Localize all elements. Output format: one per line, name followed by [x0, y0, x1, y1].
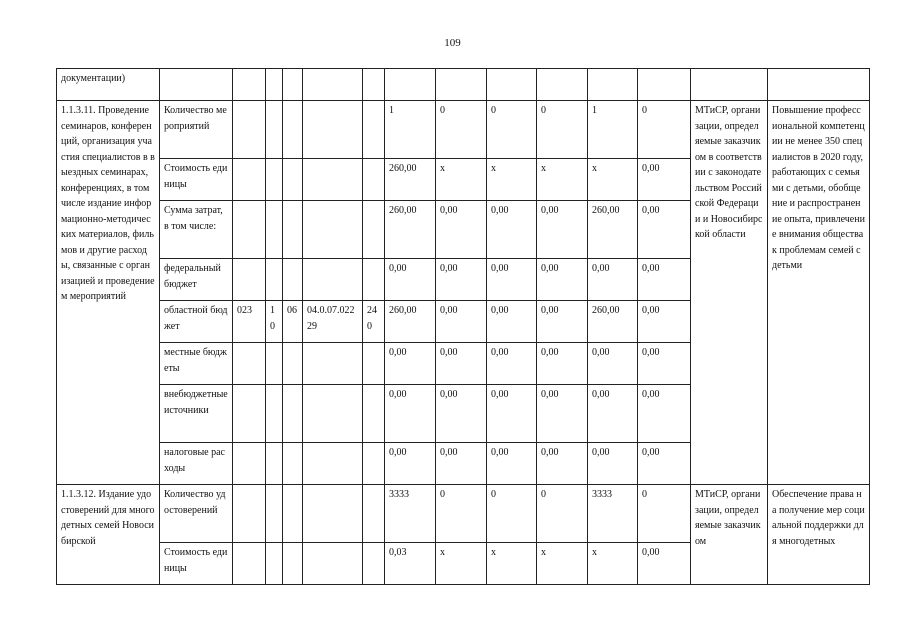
rz-code-cell	[266, 259, 283, 301]
csr-code-cell	[303, 343, 363, 385]
value-cell: 0,00	[638, 343, 691, 385]
cell	[160, 69, 233, 101]
rz-code-cell	[266, 101, 283, 159]
vr-code-cell	[363, 259, 385, 301]
csr-code-cell	[303, 385, 363, 443]
value-cell: 260,00	[588, 301, 638, 343]
value-cell: 0	[436, 101, 487, 159]
value-cell: 0,00	[487, 443, 537, 485]
csr-code-cell	[303, 485, 363, 543]
value-cell: 0,00	[436, 343, 487, 385]
vr-code-cell: 240	[363, 301, 385, 343]
measure-name-cell: 1.1.3.12. Издание удостоверений для многодетных семей Новосибирской	[57, 485, 160, 585]
grbs-code-cell	[233, 159, 266, 201]
table-body	[57, 69, 870, 585]
value-cell: 0,00	[436, 259, 487, 301]
value-cell: 0	[537, 485, 588, 543]
value-cell: 0,00	[487, 343, 537, 385]
rz-code-cell	[266, 159, 283, 201]
table-row	[57, 101, 870, 159]
pr-code-cell	[283, 543, 303, 585]
value-cell: 0,00	[588, 385, 638, 443]
rz-code-cell	[266, 543, 283, 585]
measure-name-cell: 1.1.3.11. Проведение семинаров, конференций, организация участия специалистов в выездных семинарах, конференциях, в том числе издание информационно-методических материалов, фильмов и другие расходы, связанные с организацией и проведением мероприятий	[57, 101, 160, 485]
csr-code-cell	[303, 101, 363, 159]
value-cell: 0,00	[537, 301, 588, 343]
pr-code-cell	[283, 259, 303, 301]
cell	[266, 69, 283, 101]
value-cell: 0,00	[588, 443, 638, 485]
value-cell: x	[487, 159, 537, 201]
value-cell: 260,00	[385, 159, 436, 201]
pr-code-cell: 06	[283, 301, 303, 343]
value-cell: 0,00	[385, 343, 436, 385]
vr-code-cell	[363, 485, 385, 543]
grbs-code-cell	[233, 485, 266, 543]
indicator-label-cell: федеральный бюджет	[160, 259, 233, 301]
rz-code-cell	[266, 201, 283, 259]
value-cell: 0,00	[436, 201, 487, 259]
value-cell: 0	[537, 101, 588, 159]
value-cell: 0,00	[385, 259, 436, 301]
cell	[487, 69, 537, 101]
pr-code-cell	[283, 443, 303, 485]
value-cell: 0,00	[487, 385, 537, 443]
value-cell: 0,00	[638, 159, 691, 201]
cell	[385, 69, 436, 101]
grbs-code-cell	[233, 201, 266, 259]
executor-cell: МТиСР, организации, определяемые заказчиком	[691, 485, 768, 585]
grbs-code-cell	[233, 259, 266, 301]
value-cell: 0	[487, 101, 537, 159]
csr-code-cell	[303, 443, 363, 485]
indicator-label-cell: налоговые расходы	[160, 443, 233, 485]
cell	[588, 69, 638, 101]
grbs-code-cell	[233, 385, 266, 443]
value-cell: 3333	[385, 485, 436, 543]
cell	[283, 69, 303, 101]
value-cell: 0,00	[588, 343, 638, 385]
expected-result-cell: Обеспечение права на получение мер социальной поддержки для многодетных	[768, 485, 870, 585]
value-cell: 0,00	[638, 443, 691, 485]
carry-cell: документации)	[57, 69, 160, 101]
grbs-code-cell	[233, 543, 266, 585]
vr-code-cell	[363, 201, 385, 259]
program-measures-table	[56, 68, 870, 585]
value-cell: 0,00	[385, 385, 436, 443]
value-cell: 0,00	[638, 301, 691, 343]
value-cell: 0,00	[385, 443, 436, 485]
value-cell: 260,00	[385, 301, 436, 343]
value-cell: 0,00	[537, 385, 588, 443]
vr-code-cell	[363, 443, 385, 485]
value-cell: x	[487, 543, 537, 585]
value-cell: 0,00	[537, 259, 588, 301]
value-cell: 3333	[588, 485, 638, 543]
table-row	[57, 69, 870, 101]
vr-code-cell	[363, 101, 385, 159]
pr-code-cell	[283, 343, 303, 385]
pr-code-cell	[283, 101, 303, 159]
value-cell: 0,03	[385, 543, 436, 585]
cell	[768, 69, 870, 101]
value-cell: 260,00	[588, 201, 638, 259]
grbs-code-cell	[233, 343, 266, 385]
value-cell: x	[436, 543, 487, 585]
pr-code-cell	[283, 485, 303, 543]
cell	[303, 69, 363, 101]
value-cell: x	[588, 159, 638, 201]
value-cell: 0	[638, 485, 691, 543]
grbs-code-cell	[233, 101, 266, 159]
value-cell: 0,00	[638, 543, 691, 585]
value-cell: 0,00	[638, 259, 691, 301]
csr-code-cell	[303, 543, 363, 585]
executor-cell: МТиСР, организации, определяемые заказчиком в соответствии с законодательством Российской Федерации и Новосибирской области	[691, 101, 768, 485]
cell	[436, 69, 487, 101]
csr-code-cell: 04.0.07.02229	[303, 301, 363, 343]
vr-code-cell	[363, 159, 385, 201]
cell	[537, 69, 588, 101]
csr-code-cell	[303, 159, 363, 201]
value-cell: 0,00	[537, 443, 588, 485]
value-cell: 0	[638, 101, 691, 159]
value-cell: x	[537, 159, 588, 201]
indicator-label-cell: местные бюджеты	[160, 343, 233, 385]
value-cell: 0,00	[638, 201, 691, 259]
value-cell: 0	[487, 485, 537, 543]
pr-code-cell	[283, 385, 303, 443]
table-row	[57, 485, 870, 543]
value-cell: 0,00	[588, 259, 638, 301]
rz-code-cell	[266, 443, 283, 485]
pr-code-cell	[283, 201, 303, 259]
rz-code-cell: 10	[266, 301, 283, 343]
value-cell: x	[588, 543, 638, 585]
indicator-label-cell: Стоимость единицы	[160, 543, 233, 585]
value-cell: 0,00	[638, 385, 691, 443]
indicator-label-cell: Стоимость единицы	[160, 159, 233, 201]
grbs-code-cell: 023	[233, 301, 266, 343]
value-cell: 0,00	[436, 301, 487, 343]
value-cell: x	[436, 159, 487, 201]
csr-code-cell	[303, 201, 363, 259]
csr-code-cell	[303, 259, 363, 301]
indicator-label-cell: Сумма затрат, в том числе:	[160, 201, 233, 259]
indicator-label-cell: Количество мероприятий	[160, 101, 233, 159]
grbs-code-cell	[233, 443, 266, 485]
cell	[638, 69, 691, 101]
value-cell: 0,00	[487, 201, 537, 259]
rz-code-cell	[266, 485, 283, 543]
expected-result-cell: Повышение профессиональной компетенции не менее 350 специалистов в 2020 году, работающих с семьями с детьми, обобщение и распространение опыта, привлечение внимания общества к проблемам семей с детьми	[768, 101, 870, 485]
vr-code-cell	[363, 343, 385, 385]
vr-code-cell	[363, 385, 385, 443]
indicator-label-cell: областной бюджет	[160, 301, 233, 343]
page-number: 109	[444, 37, 461, 49]
pr-code-cell	[283, 159, 303, 201]
value-cell: 0,00	[487, 301, 537, 343]
rz-code-cell	[266, 343, 283, 385]
cell	[363, 69, 385, 101]
value-cell: 260,00	[385, 201, 436, 259]
value-cell: 0,00	[436, 385, 487, 443]
value-cell: 0	[436, 485, 487, 543]
cell	[233, 69, 266, 101]
vr-code-cell	[363, 543, 385, 585]
rz-code-cell	[266, 385, 283, 443]
cell	[691, 69, 768, 101]
value-cell: 1	[385, 101, 436, 159]
value-cell: x	[537, 543, 588, 585]
value-cell: 0,00	[537, 343, 588, 385]
value-cell: 1	[588, 101, 638, 159]
value-cell: 0,00	[487, 259, 537, 301]
value-cell: 0,00	[436, 443, 487, 485]
value-cell: 0,00	[537, 201, 588, 259]
indicator-label-cell: внебюджетные источники	[160, 385, 233, 443]
indicator-label-cell: Количество удостоверений	[160, 485, 233, 543]
